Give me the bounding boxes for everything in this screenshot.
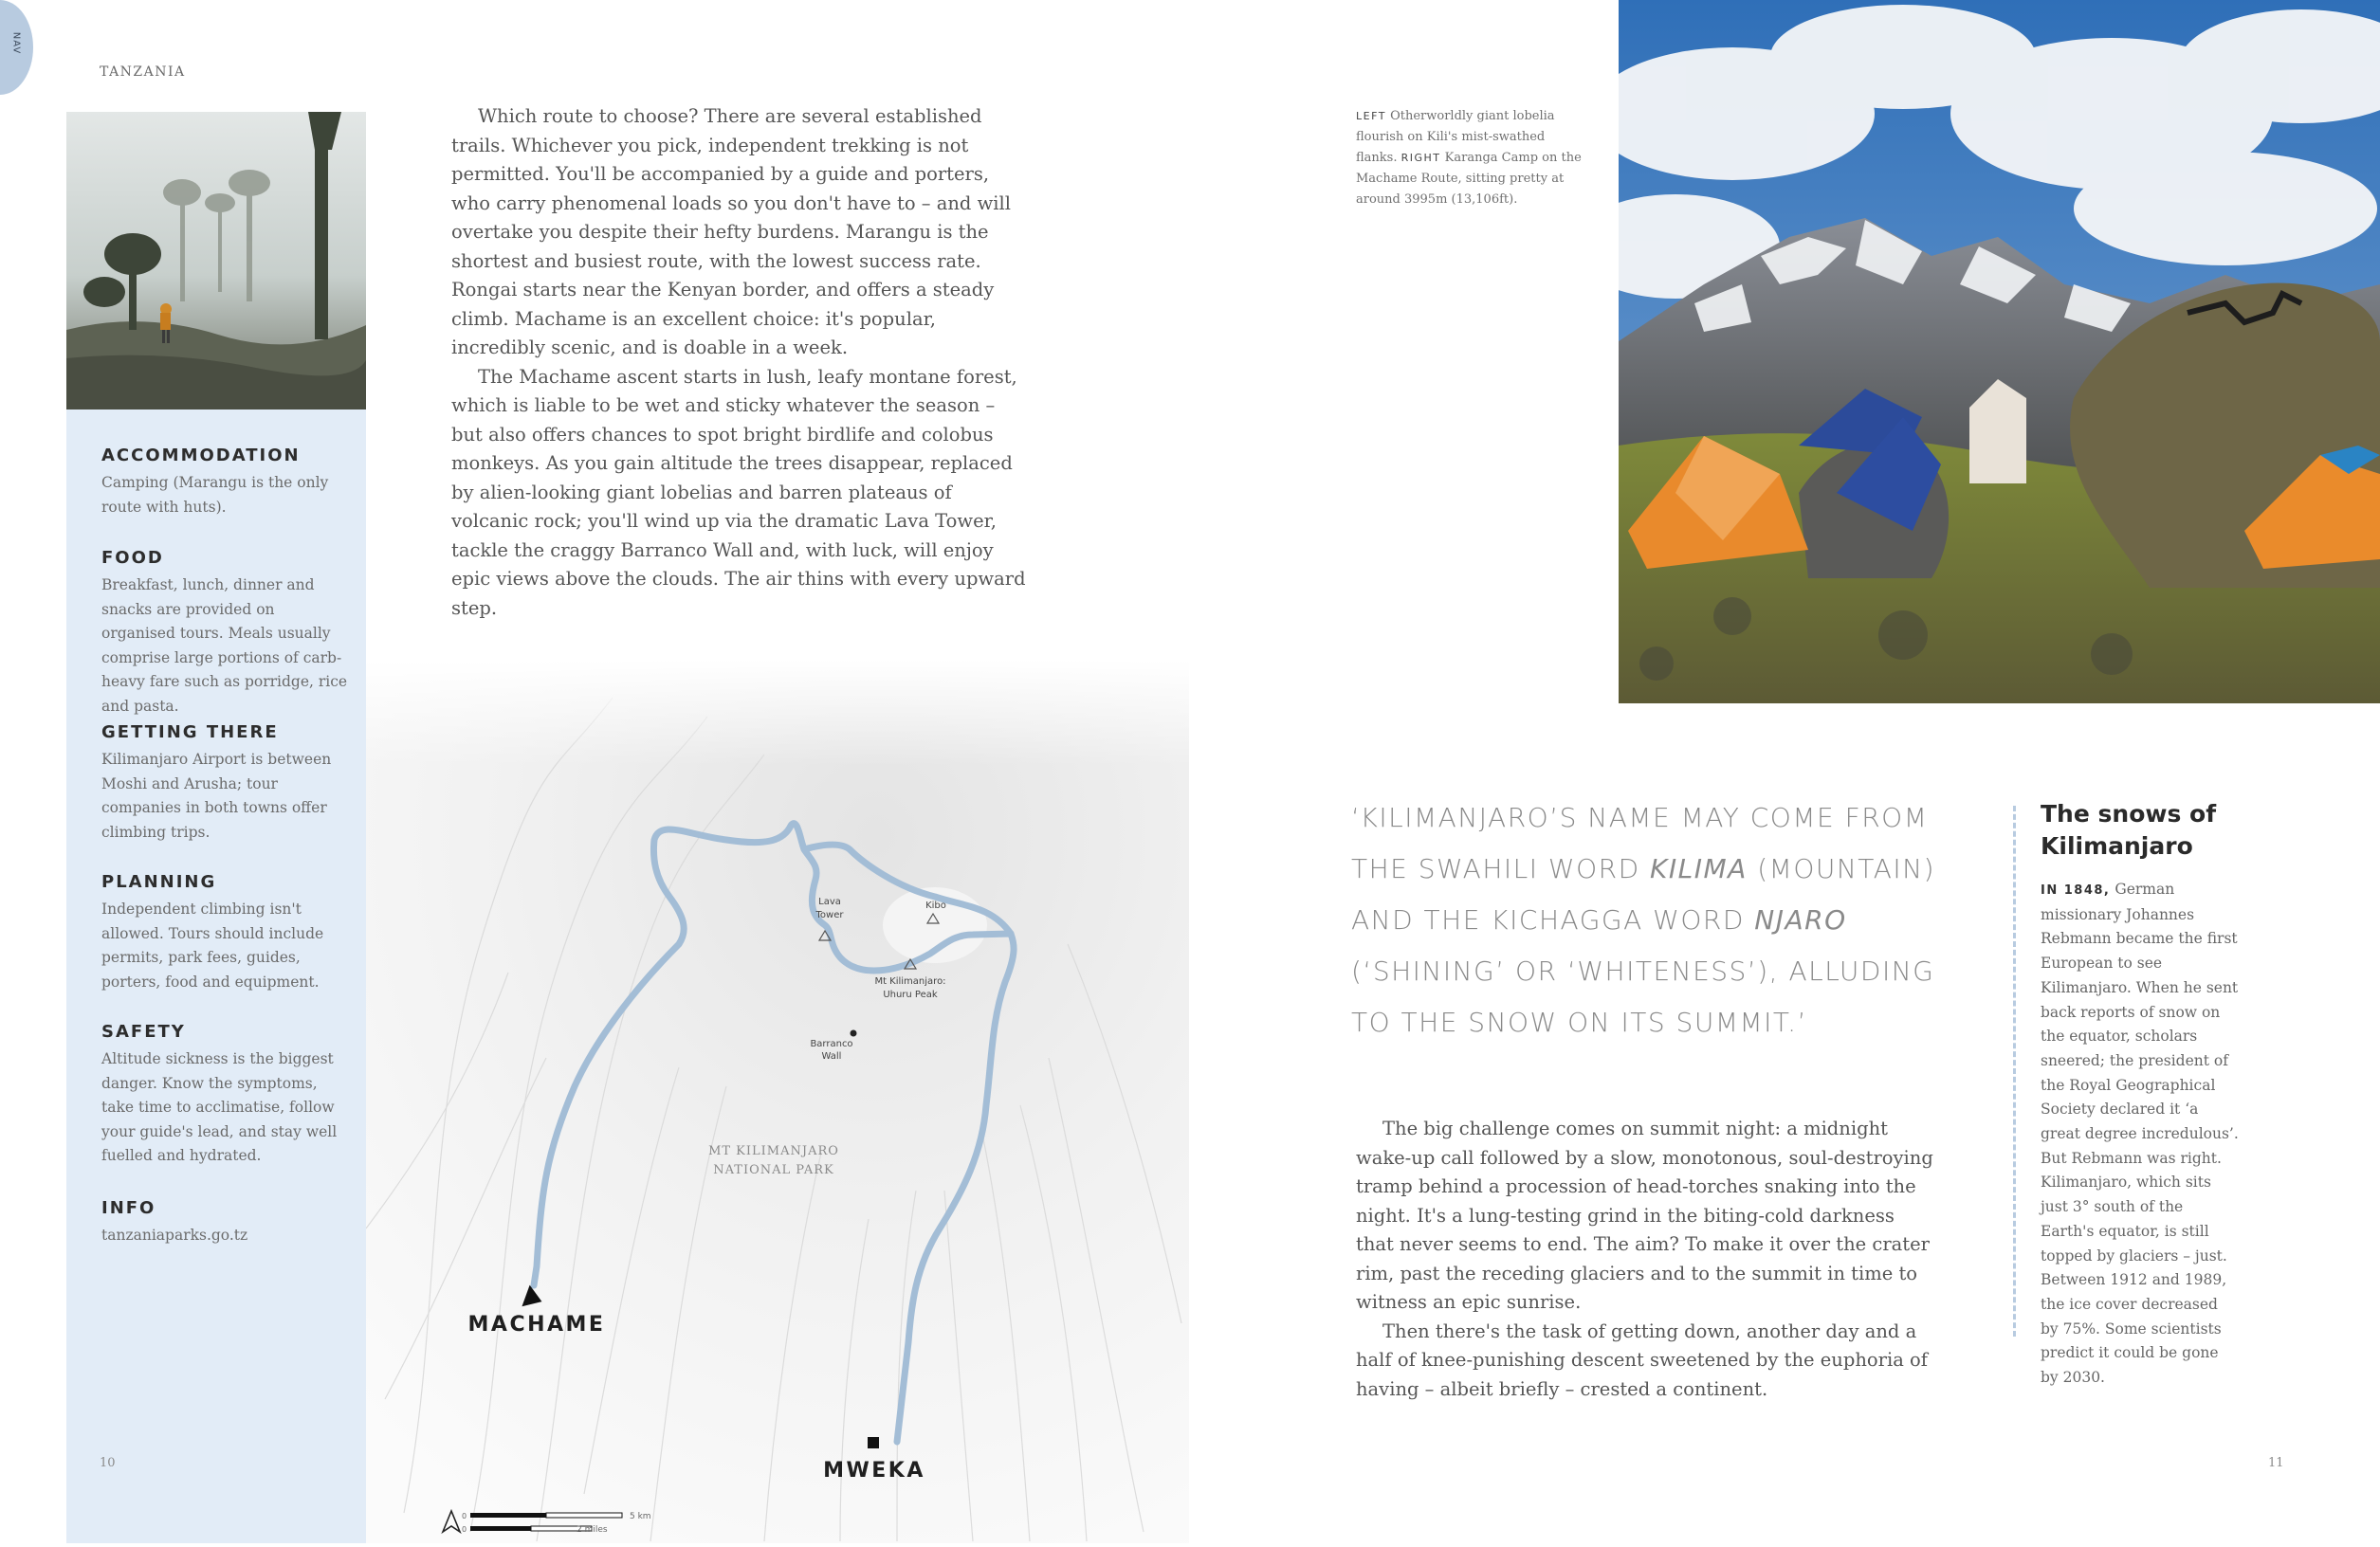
page-number-left: 10 <box>100 1456 116 1470</box>
label-peak-1: Mt Kilimanjaro: <box>874 976 946 987</box>
fact-text: Independent climbing isn't allowed. Tours should include permits, park fees, guides, porters, food and equipment. <box>101 901 324 991</box>
fact-heading: ACCOMMODATION <box>101 446 301 465</box>
fact-heading: GETTING THERE <box>101 722 279 742</box>
scale-miles-label: 2 miles <box>577 1525 608 1535</box>
pull-quote-part-2: (MOUNTAIN) AND THE KICHAGGA WORD <box>1351 853 1936 936</box>
fact-text: Camping (Marangu is the only route with huts). <box>101 474 329 516</box>
scale-zero-mi: 0 <box>462 1525 467 1534</box>
scale-km-label: 5 km <box>630 1512 651 1521</box>
fact-getting-there <box>101 722 348 845</box>
label-park-1: MT KILIMANJARO <box>708 1144 839 1158</box>
boxout-lead: IN 1848, <box>2041 883 2111 898</box>
label-kibo: Kibo <box>925 901 946 911</box>
karanga-camp-photo <box>1619 0 2380 703</box>
article-column-1 <box>451 102 1026 623</box>
fact-info <box>101 1198 348 1248</box>
fact-heading: FOOD <box>101 548 164 568</box>
running-head: TANZANIA <box>100 64 186 80</box>
article-paragraph: Then there's the task of getting down, another day and a half of knee-punishing descent sweetened by the euphoria of having – albeit briefly – crested a continent. <box>1356 1320 1928 1400</box>
caption-left-tag: LEFT <box>1356 110 1386 122</box>
route-map <box>366 660 1189 1543</box>
pull-quote <box>1351 792 1968 1048</box>
caption-right-text: Karanga Camp on the Machame Route, sitting pretty at around 3995m (13,106ft). <box>1356 151 1582 207</box>
fact-heading: PLANNING <box>101 872 217 892</box>
boxout-divider <box>2013 806 2016 1337</box>
fact-heading: SAFETY <box>101 1022 186 1042</box>
fact-safety <box>101 1022 348 1169</box>
label-peak-2: Uhuru Peak <box>883 990 938 1000</box>
fact-text: Breakfast, lunch, dinner and snacks are provided on organised tours. Meals usually comprise large portions of carb-heavy fare such as porridge, rice and pasta. <box>101 576 348 715</box>
boxout-text: German missionary Johannes Rebmann became the first European to see Kilimanjaro. When he sent back reports of snow on the equator, scholars sneered; the president of the Royal Geographical Society declared it ‘a great degree incredulous’. But Rebmann was right. Kilimanjaro, which sits just 3° south of the Earth's equator, is still topped by glaciers – just. Between 1912 and 1989, the ice cover decreased by 75%. Some scientists predict it could be gone by 2030. <box>2041 881 2239 1387</box>
article-column-2 <box>1356 1115 1934 1404</box>
pull-quote-kilima: KILIMA <box>1650 853 1748 884</box>
label-lava-tower-2: Tower <box>815 910 844 920</box>
label-lava-tower-1: Lava <box>818 897 841 907</box>
pull-quote-njaro: NJARO <box>1754 904 1847 936</box>
fact-text: Kilimanjaro Airport is between Moshi and Arusha; tour companies in both towns offer climbing trips. <box>101 751 332 841</box>
label-park-2: NATIONAL PARK <box>713 1163 834 1177</box>
article-paragraph: Which route to choose? There are several established trails. Whichever you pick, independent trekking is not permitted. You'll be accompanied by a guide and porters, who carry phenomenal loads so you don't have to – and will overtake you despite their hefty burdens. Marangu is the shortest and busiest route, with the lowest success rate. Rongai starts near the Kenyan border, and offers a steady climb. Machame is an excellent choice: it's popular, incredibly scenic, and is doable in a week. <box>451 105 1011 358</box>
label-mweka: MWEKA <box>823 1459 925 1483</box>
fact-heading: INFO <box>101 1198 156 1218</box>
caption-left-text: Otherworldly giant lobelia flourish on Kili's mist-swathed flanks. <box>1356 109 1555 165</box>
boxout-title: The snows of Kilimanjaro <box>2041 800 2217 860</box>
photo-caption <box>1356 106 1584 210</box>
label-barranco-2: Wall <box>821 1051 842 1062</box>
fact-food <box>101 548 348 719</box>
fact-planning <box>101 872 348 994</box>
fact-accommodation <box>101 446 348 519</box>
article-paragraph: The Machame ascent starts in lush, leafy montane forest, which is liable to be wet and sticky whatever the season – but also offers chances to spot bright birdlife and colobus monkeys. As you gain altitude the trees disappear, replaced by alien-looking giant lobelias and barren plateaus of volcanic rock; you'll wind up via the dramatic Lava Tower, tackle the craggy Barranco Wall and, with luck, will enjoy epic views above the clouds. The air thins with every upward step. <box>451 365 1026 619</box>
scale-zero-km: 0 <box>462 1512 467 1520</box>
boxout-body <box>2041 878 2240 1391</box>
nav-tab-left[interactable] <box>0 0 33 95</box>
page-number-right: 11 <box>2268 1456 2284 1470</box>
pull-quote-part-3: (‘SHINING’ OR ‘WHITENESS’), ALLUDING TO THE SNOW ON ITS SUMMIT.’ <box>1351 956 1935 1038</box>
lobelia-photo <box>66 112 366 410</box>
fact-link[interactable]: tanzaniaparks.go.tz <box>101 1227 248 1244</box>
nav-tab-label: NAV <box>10 31 22 55</box>
label-machame: MACHAME <box>467 1313 606 1337</box>
label-barranco-1: Barranco <box>810 1039 853 1049</box>
fact-text: Altitude sickness is the biggest danger. Know the symptoms, take time to acclimatise, follow your guide's lead, and stay well fuelled and hydrated. <box>101 1050 338 1164</box>
caption-right-tag: RIGHT <box>1401 152 1441 164</box>
pull-quote-part-1: ‘KILIMANJARO’S NAME MAY COME FROM THE SWAHILI WORD <box>1351 802 1929 884</box>
article-paragraph: The big challenge comes on summit night: a midnight wake-up call followed by a slow, monotonous, soul-destroying tramp behind a procession of head-torches snaking into the night. It's a lung-testing grind in the biting-cold darkness that never seems to end. The aim? To make it over the crater rim, past the receding glaciers and to the summit in time to witness an epic sunrise. <box>1356 1118 1933 1313</box>
